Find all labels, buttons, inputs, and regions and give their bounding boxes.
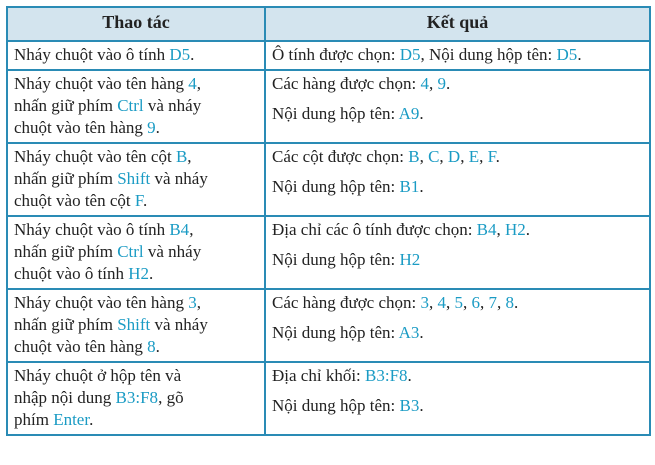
cell-text: , [429,74,438,93]
cell-text: Nháy chuột vào tên hàng [14,293,189,312]
table-row [7,362,650,435]
table-row [7,143,650,216]
highlight-text: B4 [169,220,190,239]
highlight-text: Ctrl [117,242,144,261]
highlight-text: Shift [117,315,151,334]
highlight-text: F [134,191,143,210]
highlight-text: Shift [117,169,151,188]
cell-line [14,314,258,336]
result-cell [265,362,650,435]
highlight-text: 8 [505,293,514,312]
cell-text: . [149,264,154,283]
result-cell [265,216,650,289]
cell-text: nhấn giữ phím [14,96,118,115]
cell-text: Nháy chuột vào tên cột [14,147,176,166]
cell-line [14,95,258,117]
cell-line [14,168,258,190]
cell-text: Nội dung hộp tên: [272,323,399,342]
highlight-text: B [408,147,420,166]
header-row [7,7,650,41]
table-row [7,41,650,70]
result-cell [265,289,650,362]
highlight-text: 4 [188,74,197,93]
cell-text: , [196,293,201,312]
highlight-text: H2 [505,220,526,239]
cell-line [272,44,643,66]
cell-text: . [495,147,500,166]
action-cell [7,143,265,216]
cell-text: Nháy chuột vào ô tính [14,220,170,239]
highlight-text: D5 [169,45,191,64]
cell-line [14,44,258,66]
result-cell [265,70,650,143]
highlight-text: B3 [399,396,420,415]
cell-text: . [419,323,424,342]
cell-line [14,409,258,431]
cell-text: nhấn giữ phím [14,315,118,334]
highlight-text: D [447,147,461,166]
cell-text: Nội dung hộp tên: [272,396,400,415]
cell-text: . [514,293,519,312]
cell-line [14,263,258,285]
cell-text: , [497,293,506,312]
cell-text: và nháy [143,242,202,261]
cell-line [14,146,258,168]
action-cell [7,362,265,435]
cell-text: Nháy chuột ở hộp tên và [14,366,182,385]
cell-text: Các hàng được chọn: [272,74,421,93]
table-row [7,289,650,362]
cell-text: Địa chỉ các ô tính được chọn: [272,220,477,239]
cell-line [14,117,258,139]
cell-text: và nháy [150,315,208,334]
action-cell [7,216,265,289]
cell-text: . [577,45,582,64]
cell-line [272,176,643,198]
cell-line [14,365,258,387]
cell-text: Các cột được chọn: [272,147,409,166]
cell-text: , Nội dung hộp tên: [420,45,557,64]
highlight-text: Enter [53,410,90,429]
highlight-text: 9 [147,118,156,137]
cell-text: , [187,147,192,166]
highlight-text: 4 [437,293,446,312]
cell-text: chuột vào tên hàng [14,118,148,137]
cell-text: , [439,147,448,166]
highlight-text: B3:F8 [365,366,408,385]
highlight-text: 5 [454,293,463,312]
result-cell [265,41,650,70]
cell-text: . [419,177,424,196]
highlight-text: 6 [471,293,480,312]
highlight-text: 3 [188,293,197,312]
action-cell [7,41,265,70]
cell-text: Nháy chuột vào ô tính [14,45,170,64]
cell-text: . [155,337,160,356]
highlight-text: F [487,147,496,166]
action-cell [7,289,265,362]
cell-text: , [479,147,488,166]
cell-line [272,249,643,271]
cell-line [14,387,258,409]
cell-line [14,73,258,95]
cell-text: Nội dung hộp tên: [272,250,400,269]
cell-line [272,146,643,168]
cell-text: , [429,293,438,312]
cell-text: Ô tính được chọn: [272,45,400,64]
cell-line [272,219,643,241]
highlight-text: 7 [488,293,497,312]
cell-line [272,395,643,417]
header-ket-qua: Kết quả [265,7,650,41]
cell-text: Địa chỉ khối: [272,366,366,385]
cell-line [272,322,643,344]
cell-line [14,241,258,263]
cell-text: . [155,118,160,137]
highlight-text: B [175,147,188,166]
highlight-text: 9 [437,74,446,93]
highlight-text: A9 [398,104,420,123]
highlight-text: H2 [128,264,150,283]
cell-line [14,292,258,314]
cell-text: . [419,104,424,123]
cell-text: phím [14,410,54,429]
cell-text: , [460,147,469,166]
cell-line [14,336,258,358]
action-cell [7,70,265,143]
highlight-text: A3 [398,323,420,342]
highlight-text: B3:F8 [115,388,159,407]
highlight-text: H2 [399,250,421,269]
cell-text: . [142,191,148,210]
header-thao-tac: Thao tác [7,7,265,41]
cell-text: , gõ [158,388,184,407]
cell-line [272,365,643,387]
highlight-text: 4 [420,74,429,93]
highlight-text: C [428,147,440,166]
operations-table [6,6,651,436]
cell-line [272,73,643,95]
cell-line [272,292,643,314]
highlight-text: B4 [476,220,497,239]
cell-text: , [496,220,506,239]
cell-line [272,103,643,125]
cell-text: nhập nội dung [14,388,116,407]
cell-text: nhấn giữ phím [14,169,118,188]
highlight-text: 8 [147,337,156,356]
table-row [7,70,650,143]
cell-text: , [446,293,455,312]
cell-text: . [190,45,195,64]
highlight-text: D5 [399,45,421,64]
cell-text: , [189,220,194,239]
cell-line [14,219,258,241]
cell-text: và nháy [143,96,202,115]
cell-text: chuột vào tên cột [14,191,135,210]
cell-text: Nội dung hộp tên: [272,104,399,123]
cell-text: và nháy [150,169,208,188]
highlight-text: B1 [399,177,420,196]
cell-text: Các hàng được chọn: [272,293,421,312]
table-row [7,216,650,289]
cell-text: chuột vào tên hàng [14,337,148,356]
cell-text: , [463,293,472,312]
cell-text: , [196,74,201,93]
cell-text: , [419,147,429,166]
table-body [7,41,650,435]
cell-text: Nháy chuột vào tên hàng [14,74,189,93]
cell-line [14,190,258,212]
highlight-text: D5 [556,45,578,64]
cell-text: . [419,396,424,415]
highlight-text: E [468,147,480,166]
cell-text: . [89,410,94,429]
cell-text: Nội dung hộp tên: [272,177,400,196]
cell-text: . [446,74,451,93]
cell-text: chuột vào ô tính [14,264,129,283]
highlight-text: 3 [420,293,429,312]
cell-text: . [407,366,412,385]
cell-text: nhấn giữ phím [14,242,118,261]
cell-text: , [480,293,489,312]
highlight-text: Ctrl [117,96,144,115]
result-cell [265,143,650,216]
cell-text: . [525,220,531,239]
